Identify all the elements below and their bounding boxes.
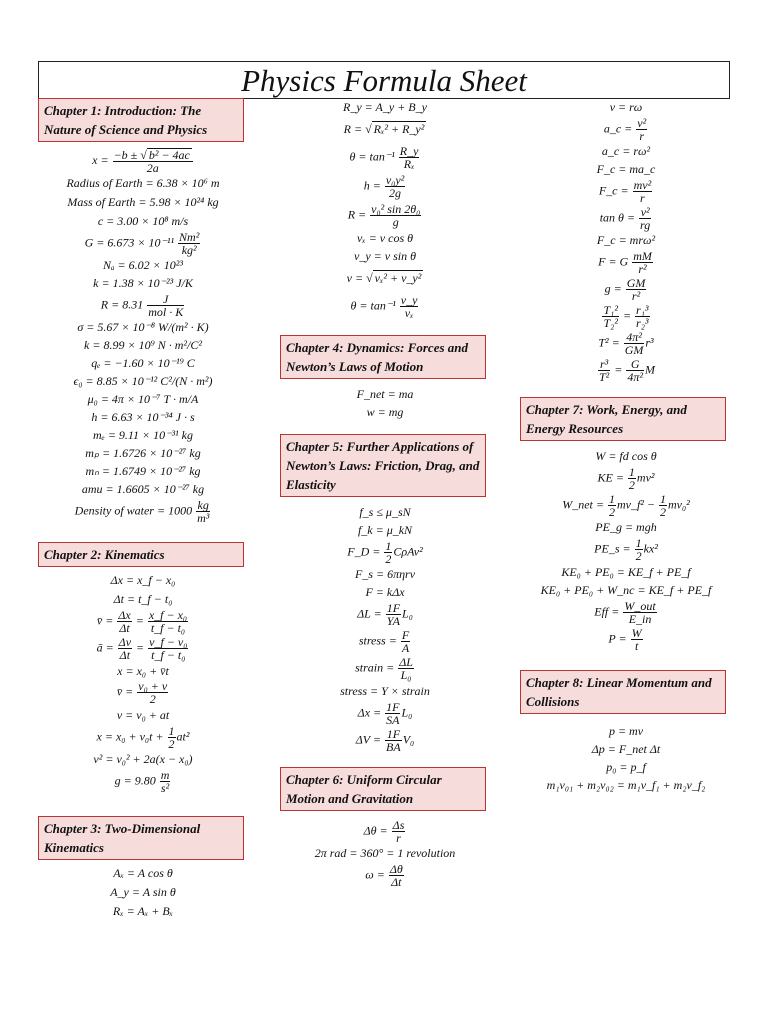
gravitational-constant: G = 6.673 × 10⁻¹¹ $\frac{\text{Nm²}}{\text{kg²}}$ [84, 230, 200, 257]
formula: W = fd cos θ [595, 449, 657, 463]
formula: h = $\frac{\text{v₀y²}}{2g}$ [363, 173, 405, 200]
formula: f_s ≤ μ_sN [359, 505, 411, 519]
chapter-3-header: Chapter 3: Two-Dimensional Kinematics [38, 816, 244, 860]
formula: Δt = t_f − t₀ [113, 592, 173, 606]
formula: F_D = $\frac{1}{2}$ CρAv² [347, 539, 423, 566]
formula: Nₐ = 6.02 × 10²³ [103, 258, 183, 272]
formula: ΔL = $\frac{1F}{YA}$ L₀ [357, 601, 413, 628]
column-3 [520, 100, 732, 793]
chapter-6-header: Chapter 6: Uniform Circular Motion and Gravitation [280, 767, 486, 811]
formula: x = x₀ + v̄t [117, 664, 169, 678]
formula: KE₀ + PE₀ = KE_f + PE_f [561, 565, 691, 579]
formula: $\frac{\text{r³}}{\text{T²}}$ = $\frac{G}{\text{4π²}}$ M [599, 357, 655, 384]
formula: T² = $\frac{\text{4π²}}{GM}$ r³ [598, 330, 654, 357]
formula: x = x₀ + v₀t + $\frac{1}{2}$ at² [96, 724, 190, 751]
formula: F = kΔx [365, 585, 405, 599]
formula: h = 6.63 × 10⁻³⁴ J · s [91, 410, 195, 424]
formula: ΔV = $\frac{1F}{BA}$ V₀ [355, 727, 415, 754]
formula: mₚ = 1.6726 × 10⁻²⁷ kg [85, 446, 201, 460]
formula: a_c = $\frac{\text{v²}}{r}$ [603, 116, 647, 143]
formula: f_k = μ_kN [357, 523, 413, 537]
chapter-8-header: Chapter 8: Linear Momentum and Collisions [520, 670, 726, 714]
formula: amu = 1.6605 × 10⁻²⁷ kg [81, 482, 205, 496]
formula: v = v₀ + at [116, 708, 170, 722]
formula: θ = tan⁻¹ $\frac{v\_y}{\text{vₓ}}$ [350, 293, 418, 320]
formula: mₑ = 9.11 × 10⁻³¹ kg [93, 428, 193, 442]
formula: v = rω [609, 100, 643, 114]
formula: F_c = $\frac{\text{mv²}}{r}$ [598, 178, 652, 205]
chapter-5-header: Chapter 5: Further Applications of Newton’s Laws: Friction, Drag, and Elasticity [280, 434, 486, 497]
formula: R = $\frac{\text{v₀² sin 2θ₀}}{g}$ [347, 202, 421, 229]
formula: stress = Y × strain [340, 684, 430, 698]
formula: $\frac{\text{T₁²}}{\text{T₂²}}$ = $\frac{\text{r₁³}}{\text{r₂³}}$ [603, 303, 649, 330]
formula: k = 8.99 × 10⁹ N · m²/C² [84, 338, 202, 352]
formula: p₀ = p_f [606, 760, 646, 774]
formula: F_c = mrω² [596, 233, 656, 247]
formula: σ = 5.67 × 10⁻⁸ W/(m² · K) [77, 320, 209, 334]
formula: a_c = rω² [601, 144, 651, 158]
formula: w = mg [366, 405, 404, 419]
formula: W_net = $\frac{1}{2}$ mv_f² − $\frac{1}{2}$ mv₀² [562, 492, 690, 519]
formula: Rₓ = Aₓ + Bₓ [112, 904, 174, 918]
formula: Δx = x_f − x₀ [110, 573, 176, 587]
formula: μ₀ = 4π × 10⁻⁷ T · m/A [87, 392, 199, 406]
chapter-7-header: Chapter 7: Work, Energy, and Energy Resources [520, 397, 726, 441]
formula: qₑ = −1.60 × 10⁻¹⁹ C [91, 356, 195, 370]
formula: strain = $\frac{\Delta L}{\text{L₀}}$ [355, 655, 413, 682]
formula: Eff = W_out E_in [594, 599, 656, 626]
formula: R_y = A_y + B_y [343, 100, 427, 114]
formula: p = mv [608, 724, 644, 738]
formula: g = $\frac{GM}{\text{r²}}$ [604, 276, 646, 303]
formula: c = 3.00 × 10⁸ m/s [97, 214, 189, 228]
page-title: Physics Formula Sheet [241, 63, 527, 98]
formula: ϵ₀ = 8.85 × 10⁻¹² C²/(N · m²) [73, 374, 213, 388]
formula: PE_g = mgh [595, 520, 657, 534]
formula: F = G $\frac{mM}{\text{r²}}$ [598, 249, 652, 276]
formula: Radius of Earth = 6.38 × 10⁶ m [66, 176, 220, 190]
gas-constant: R = 8.31 J mol · K [100, 292, 184, 319]
quadratic-formula: x = $\frac{\text{−b ± √ b² − 4ac}}{2a}$ [38, 148, 248, 174]
formula: Δx = $\frac{1F}{SA}$ L₀ [357, 700, 413, 727]
column-1 [38, 100, 248, 919]
formula: m₁v₀₁ + m₂v₀₂ = m₁v_f₁ + m₂v_f₂ [546, 778, 706, 792]
formula: Mass of Earth = 5.98 × 10²⁴ kg [67, 195, 219, 209]
formula: F_s = 6πηrv [354, 567, 416, 581]
title-box [38, 61, 730, 99]
formula: stress = $\frac{F}{A}$ [358, 628, 410, 655]
formula: KE₀ + PE₀ + W_nc = KE_f + PE_f [540, 583, 712, 597]
chapter-2-header: Chapter 2: Kinematics [38, 542, 244, 567]
formula: P = $\frac{W}{t}$ [608, 626, 642, 653]
average-acceleration: ā = $\frac{\Delta v}{\Delta t}$ = $\frac{\text{v\_f − v₀}}{\text{t\_f − t₀}}$ [96, 635, 188, 662]
chapter-4-header: Chapter 4: Dynamics: Forces and Newton’s Laws of Motion [280, 335, 486, 379]
formula: tan θ = $\frac{\text{v²}}{rg}$ [599, 205, 651, 232]
formula: v̄ = $\frac{\text{v₀ + v}}{2}$ [116, 679, 168, 706]
formula: KE = $\frac{1}{2}$ mv² [597, 465, 655, 492]
chapter-1-header: Chapter 1: Introduction: The Nature of Science and Physics [38, 98, 244, 142]
formula: v² = v₀² + 2a(x − x₀) [93, 752, 193, 766]
formula: Δp = F_net Δt [591, 742, 661, 756]
formula: R = √ Rₓ² + R_y² [343, 122, 425, 136]
formula: g = 9.80 $\frac{m}{\text{s²}}$ [114, 768, 170, 795]
column-2 [280, 100, 490, 888]
formula: Δθ = $\frac{\Delta s}{r}$ [363, 818, 405, 845]
formula: ω = $\frac{\Delta\theta}{\Delta t}$ [365, 862, 403, 889]
average-velocity: v̄ = $\frac{\Delta x}{\Delta t}$ = $\frac{\text{x\_f − x₀}}{\text{t\_f − t₀}}$ [96, 608, 188, 635]
formula: vₓ = v cos θ [356, 231, 414, 245]
formula: k = 1.38 × 10⁻²³ J/K [93, 276, 193, 290]
water-density: Density of water = 1000 $\frac{kg}{\text{m³}}$ [74, 498, 210, 525]
formula: v = √ vₓ² + v_y² [346, 271, 422, 285]
formula: A_y = A sin θ [110, 885, 176, 899]
formula: F_net = ma [356, 387, 414, 401]
formula: 2π rad = 360° = 1 revolution [314, 846, 456, 860]
formula: v_y = v sin θ [354, 249, 416, 263]
formula: Aₓ = A cos θ [113, 866, 173, 880]
formula: θ = tan⁻¹ $\frac{R\_y}{\text{Rₓ}}$ [349, 144, 419, 171]
formula: F_c = ma_c [596, 162, 656, 176]
formula: mₙ = 1.6749 × 10⁻²⁷ kg [85, 464, 201, 478]
formula: PE_s = $\frac{1}{2}$ kx² [594, 536, 658, 563]
